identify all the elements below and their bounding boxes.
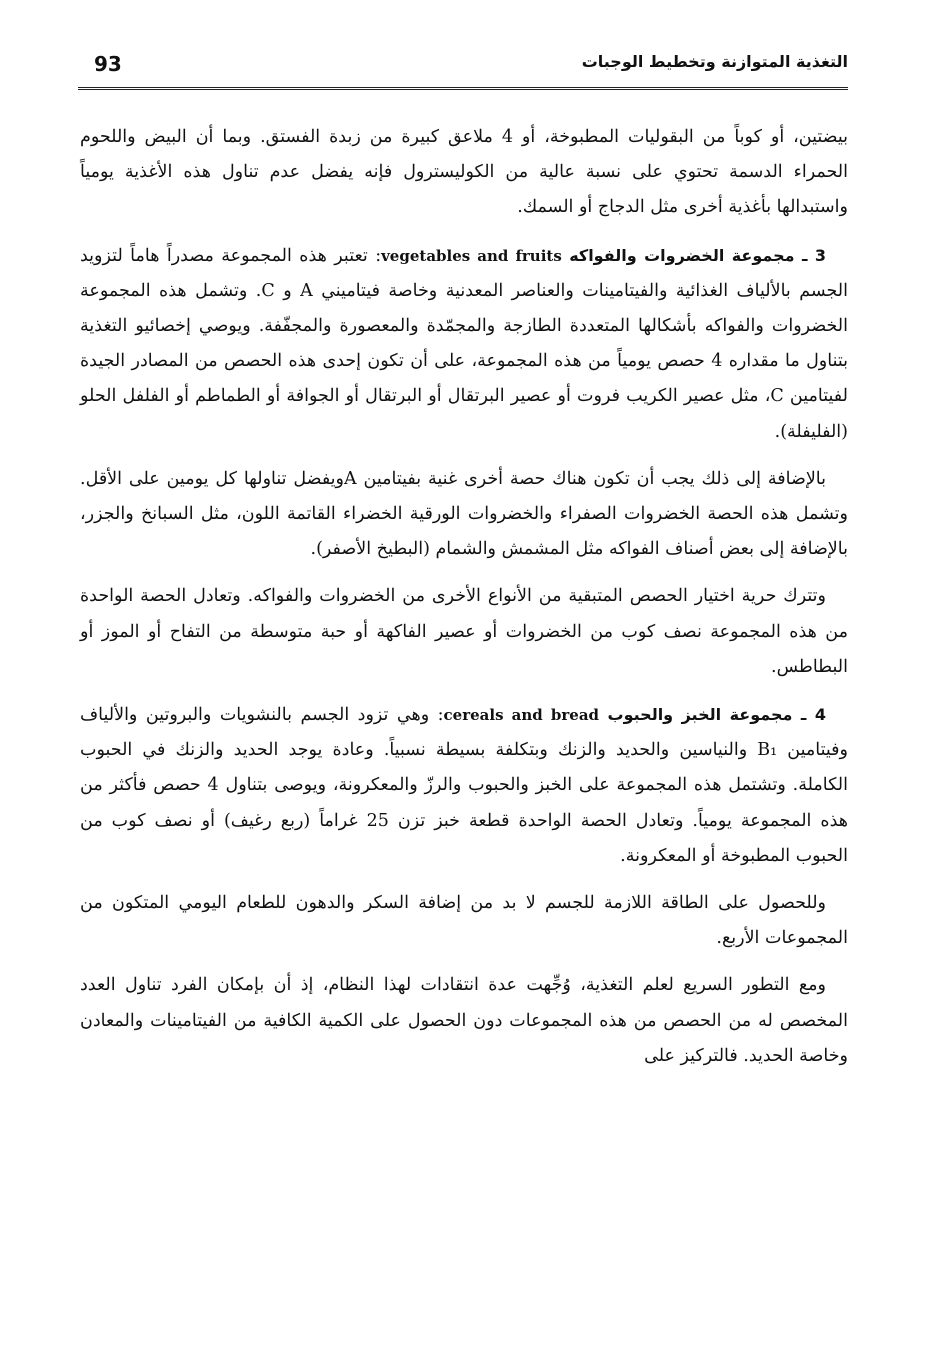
section-title-cereals-bread: 4 ـ مجموعة الخبز والحبوب [607, 705, 826, 725]
page-number: 93 [94, 52, 122, 76]
paragraph-remaining-portions: وتترك حرية اختيار الحصص المتبقية من الأنواع الأخرى من الخضروات والفواكه. وتعادل الحصة الواحدة من هذه المجموعة نصف كوب من الخضروات أو عصير الفاكهة أو حبة متوسطة من التفاح أو الموز أو البطاطس. [80, 586, 848, 677]
paragraph-vitamin-a: بالإضافة إلى ذلك يجب أن تكون هناك حصة أخرى غنية بفيتامين Aويفضل تناولها كل يومين على الأقل. وتشمل هذه الحصة الخضروات الصفراء والخضروات الورقية الخضراء القاتمة اللون، مثل السبانخ والجزر، بالإضافة إلى بعض أصناف الفواكه مثل المشمش والشمام (البطيخ الأصفر). [80, 468, 848, 560]
vegetables-fruits-text: : تعتبر هذه المجموعة مصدراً هاماً لتزويد الجسم بالألياف الغذائية والفيتامينات والعناصر المعدنية وخاصة فيتاميني A و C. وتشمل هذه المجموعة الخضروات والفواكه بأشكالها المتعددة الطازجة والمجمّدة والمعصورة والمجفّفة. ويوصي إخصائيو التغذية بتناول ما مقداره 4 حصص يومياً من هذه المجموعة، على أن تكون إحدى هذه الحصص من المصادر الجيدة لفيتامين C، مثل عصير الكريب فروت أو عصير البرتقال أو البرتقال أو الجوافة أو الطماطم أو الفلفل الحلو (الفليفلة). [80, 245, 848, 442]
paragraph-cereals-bread [80, 697, 848, 874]
cereals-bread-text: : وهي تزود الجسم بالنشويات والبروتين والألياف وفيتامين B₁ والنياسين والحديد والزنك وبتكلفة بسيطة نسبياً. وعادة يوجد الحديد والزنك في الحبوب الكاملة. وتشتمل هذه المجموعة على الخبز والحبوب والرزّ والمعكرونة، ويوصى بتناول 4 حصص فأكثر من هذه المجموعة يومياً. وتعادل الحصة الواحدة قطعة خبز تزن 25 غراماً (ربع رغيف) أو نصف كوب من الحبوب المطبوخة أو المعكرونة. [80, 705, 848, 866]
section-title-cereals-bread-en: cereals and bread [443, 706, 600, 725]
running-title: التغذية المتوازنة وتخطيط الوجبات [581, 52, 848, 71]
paragraph-energy: وللحصول على الطاقة اللازمة للجسم لا بد من إضافة السكر والدهون للطعام اليومي المتكون من المجموعات الأربع. [80, 893, 848, 949]
paragraph-criticism: ومع التطور السريع لعلم التغذية، وُجِّهت عدة انتقادات لهذا النظام، إذ أن بإمكان الفرد تناول العدد المخصص له من الحصص من هذه المجموعات دون الحصول على الكمية الكافية من الفيتامينات والمعادن وخاصة الحديد. فالتركيز على [80, 975, 848, 1066]
body-text [80, 120, 848, 1086]
paragraph-eggs-continuation: بيضتين، أو كوباً من البقوليات المطبوخة، أو 4 ملاعق كبيرة من زبدة الفستق. وبما أن البيض واللحوم الحمراء الدسمة تحتوي على نسبة عالية من الكوليسترول فإنه يفضل عدم تناول هذه الأغذية يومياً واستبدالها بأغذية أخرى مثل الدجاج أو السمك. [80, 127, 848, 218]
section-title-vegetables-fruits: 3 ـ مجموعة الخضروات والفواكه [569, 245, 826, 265]
section-title-vegetables-fruits-en: vegetables and fruits [381, 246, 562, 265]
header-divider [78, 87, 848, 90]
page-header [78, 44, 848, 84]
paragraph-vegetables-fruits [80, 238, 848, 450]
